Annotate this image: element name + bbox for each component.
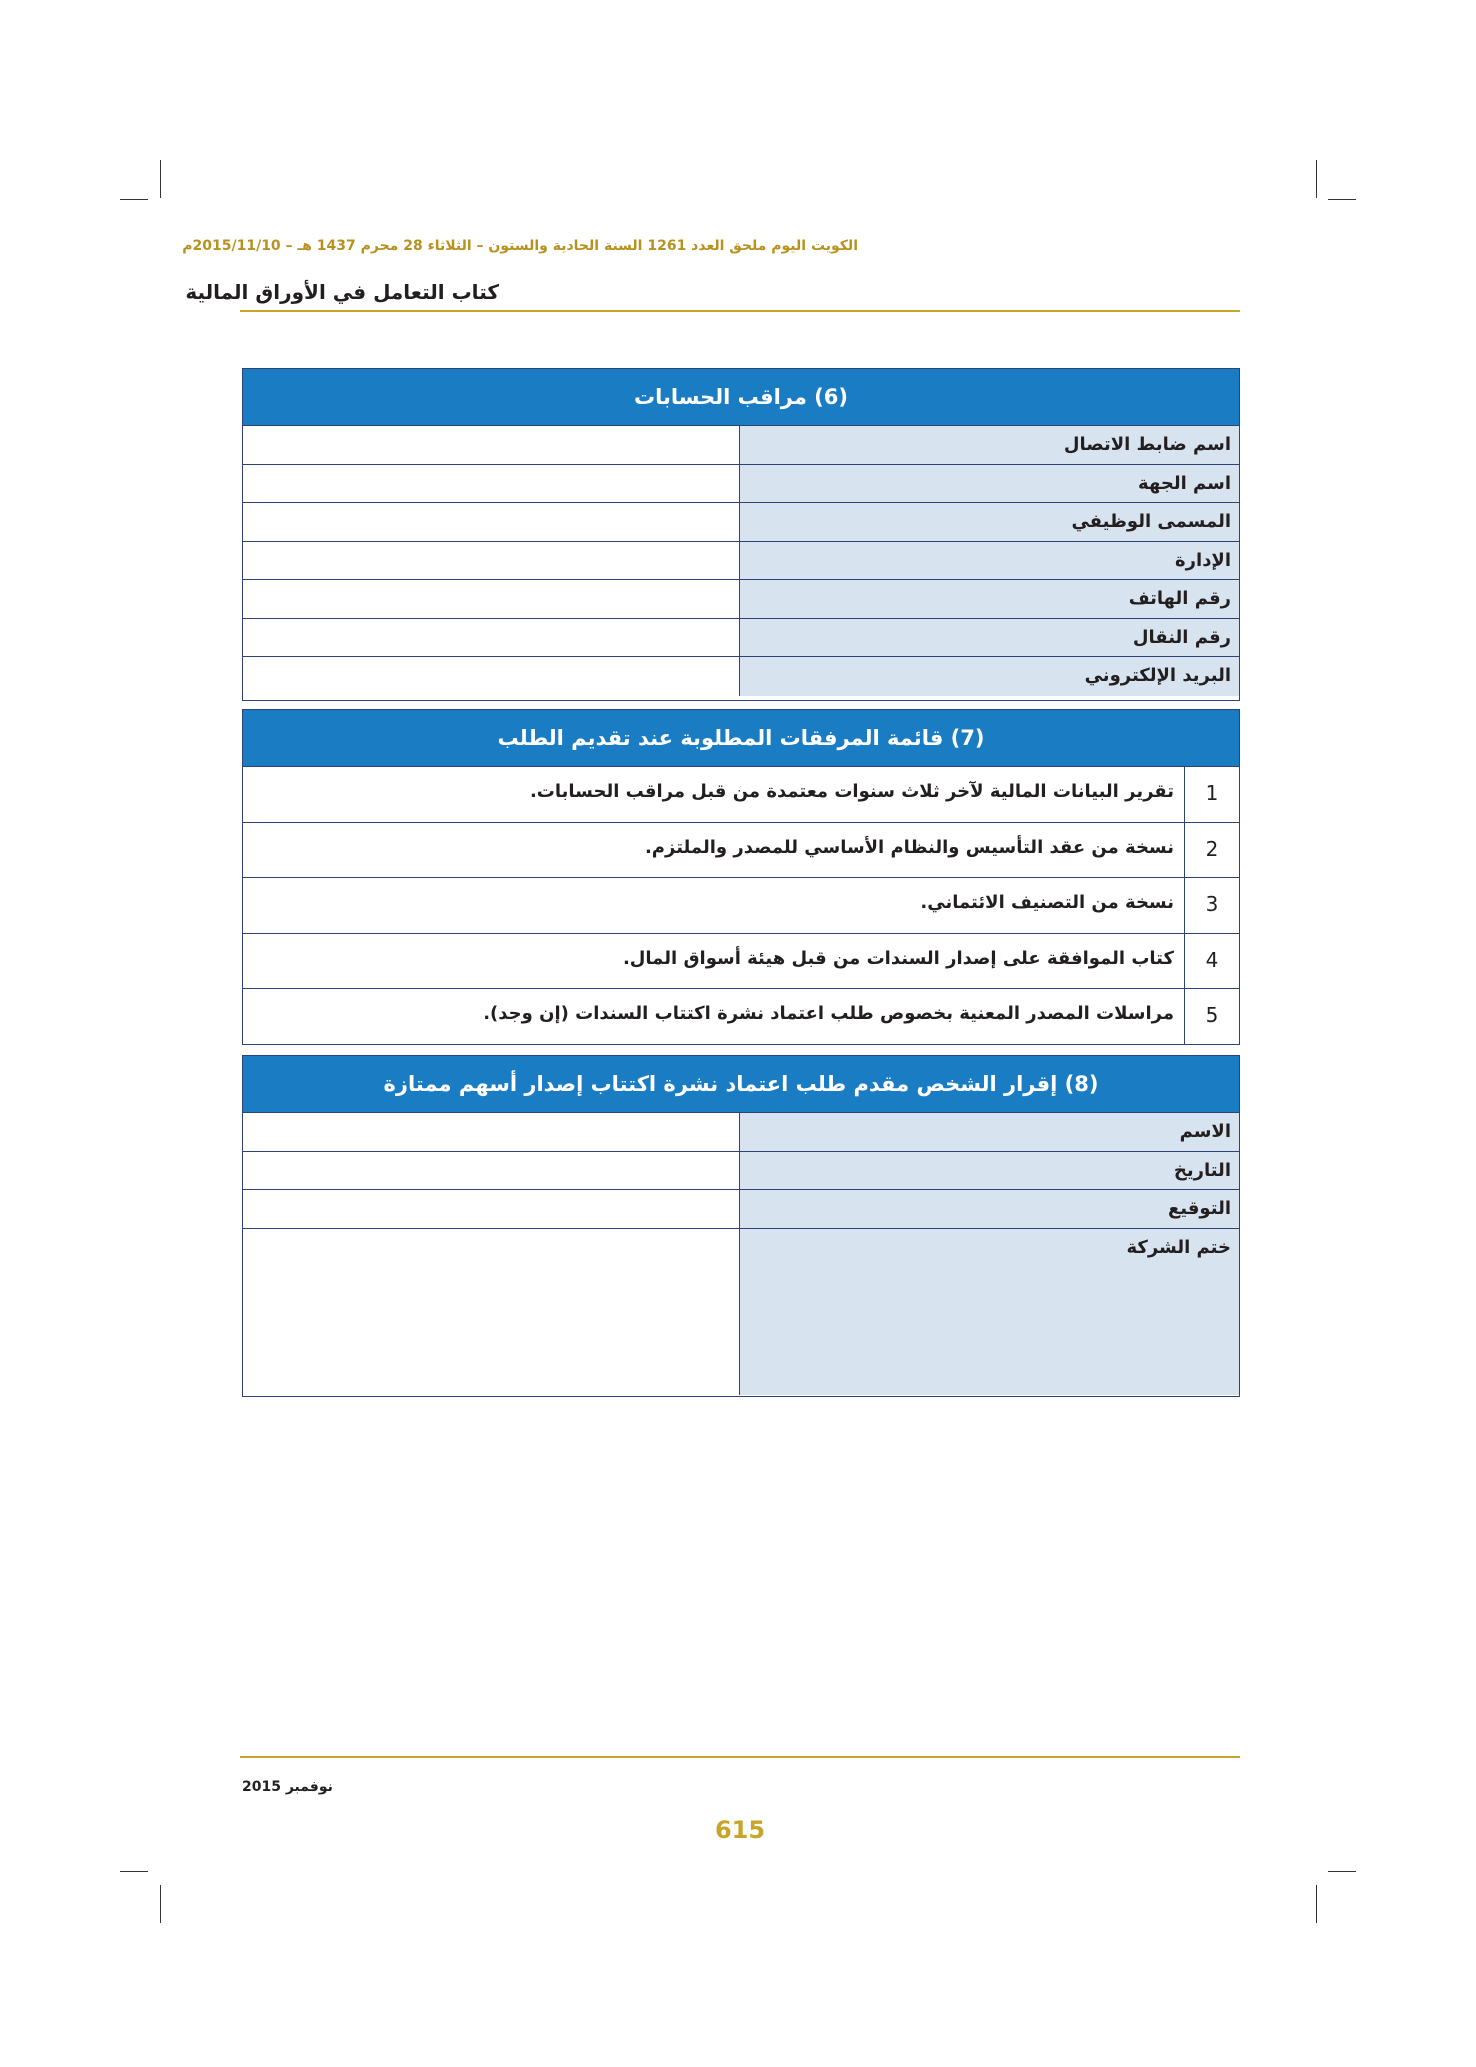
item-text: مراسلات المصدر المعنية بخصوص طلب اعتماد نشرة اكتتاب السندات (إن وجد). — [483, 1003, 1174, 1024]
item-text: نسخة من عقد التأسيس والنظام الأساسي للمصدر والملتزم. — [644, 836, 1174, 858]
crop-mark — [120, 1871, 148, 1872]
table-row — [243, 1190, 1239, 1229]
running-header: الكويت اليوم ملحق العدد 1261 السنة الحادية والستون – الثلاثاء 28 محرم 1437 هـ – 2015/11/10م — [182, 238, 858, 254]
item-number: 1 — [1184, 767, 1239, 822]
field-label: البريد الإلكتروني — [739, 657, 1239, 696]
job-title-field[interactable] — [243, 503, 739, 541]
item-text: كتاب الموافقة على إصدار السندات من قبل هيئة أسواق المال. — [622, 947, 1174, 969]
item-number: 3 — [1184, 878, 1239, 933]
field-label: رقم النقال — [739, 619, 1239, 657]
header-rule — [240, 310, 1240, 312]
entity-name-field[interactable] — [243, 465, 739, 503]
table-row — [243, 1152, 1239, 1191]
crop-mark — [160, 160, 161, 198]
field-label: اسم الجهة — [739, 465, 1239, 503]
crop-mark — [120, 199, 148, 200]
table-row — [243, 1229, 1239, 1395]
list-item — [243, 989, 1239, 1045]
list-item — [243, 934, 1239, 990]
phone-field[interactable] — [243, 580, 739, 618]
table-row — [243, 542, 1239, 581]
company-stamp-field[interactable] — [243, 1229, 739, 1395]
table-row — [243, 465, 1239, 504]
field-label: رقم الهاتف — [739, 580, 1239, 618]
email-field[interactable] — [243, 657, 739, 696]
name-field[interactable] — [243, 1113, 739, 1151]
contact-officer-field[interactable] — [243, 426, 739, 464]
field-label: اسم ضابط الاتصال — [739, 426, 1239, 464]
table-row — [243, 503, 1239, 542]
field-label: الاسم — [739, 1113, 1239, 1151]
list-item — [243, 823, 1239, 879]
section-declaration — [242, 1055, 1240, 1397]
footer-rule — [240, 1756, 1240, 1758]
table-row — [243, 580, 1239, 619]
crop-mark — [1316, 1885, 1317, 1923]
table-row — [243, 426, 1239, 465]
signature-field[interactable] — [243, 1190, 739, 1228]
mobile-field[interactable] — [243, 619, 739, 657]
table-row — [243, 1113, 1239, 1152]
book-title: كتاب التعامل في الأوراق المالية — [185, 280, 499, 304]
field-label: الإدارة — [739, 542, 1239, 580]
crop-mark — [1328, 199, 1356, 200]
section-attachments — [242, 709, 1240, 1045]
item-text: تقرير البيانات المالية لآخر ثلاث سنوات معتمدة من قبل مراقب الحسابات. — [529, 781, 1174, 802]
section-declaration-title: (8) إقرار الشخص مقدم طلب اعتماد نشرة اكتتاب إصدار أسهم ممتازة — [243, 1056, 1239, 1113]
item-number: 5 — [1184, 989, 1239, 1045]
footer-date: نوفمبر 2015 — [242, 1779, 333, 1795]
crop-mark — [160, 1885, 161, 1923]
field-label: التوقيع — [739, 1190, 1239, 1228]
section-auditor-title: (6) مراقب الحسابات — [243, 369, 1239, 426]
list-item — [243, 878, 1239, 934]
page-number: 615 — [714, 1816, 766, 1844]
item-number: 2 — [1184, 823, 1239, 878]
crop-mark — [1316, 160, 1317, 198]
crop-mark — [1328, 1871, 1356, 1872]
department-field[interactable] — [243, 542, 739, 580]
field-label: التاريخ — [739, 1152, 1239, 1190]
table-row — [243, 619, 1239, 658]
field-label: المسمى الوظيفي — [739, 503, 1239, 541]
list-item — [243, 767, 1239, 823]
item-text: نسخة من التصنيف الائتماني. — [920, 892, 1174, 913]
section-attachments-title: (7) قائمة المرفقات المطلوبة عند تقديم الطلب — [243, 710, 1239, 767]
date-field[interactable] — [243, 1152, 739, 1190]
section-auditor — [242, 368, 1240, 701]
item-number: 4 — [1184, 934, 1239, 989]
field-label: ختم الشركة — [739, 1229, 1239, 1395]
table-row — [243, 657, 1239, 696]
